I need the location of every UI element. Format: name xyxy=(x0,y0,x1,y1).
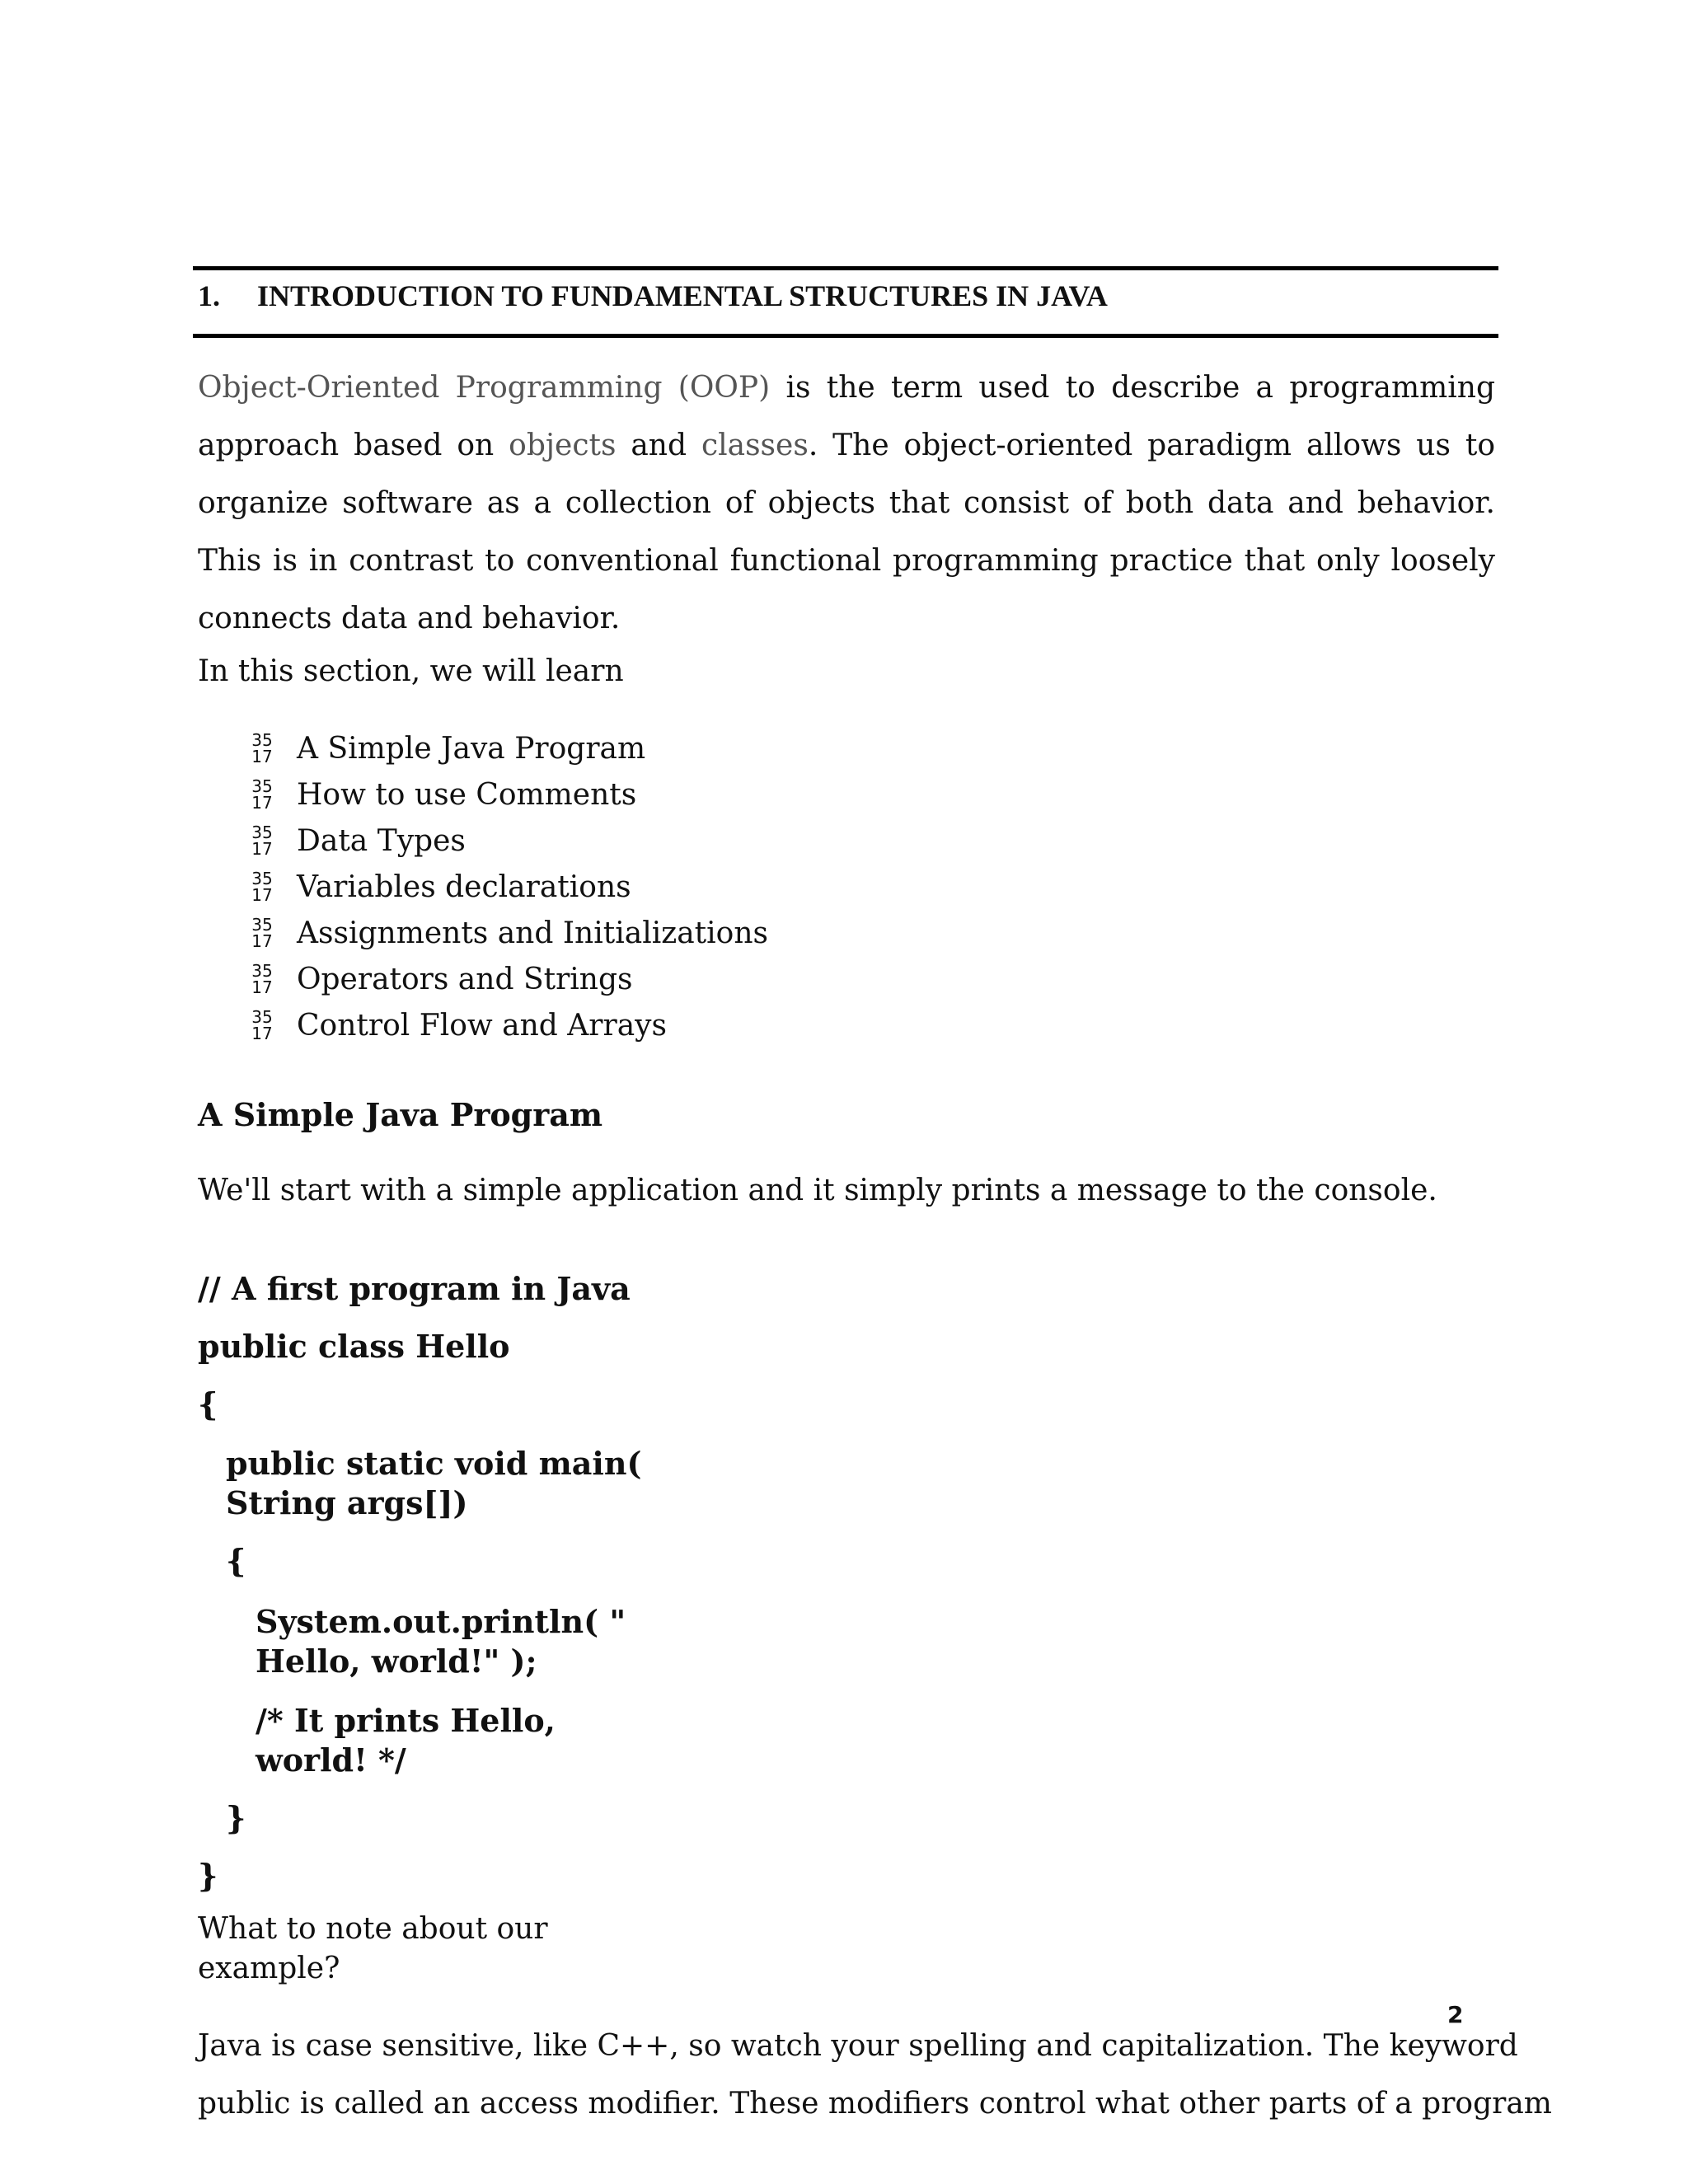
term-objects: objects xyxy=(509,429,617,462)
bullet-icon: 35 17 xyxy=(251,915,273,951)
section-heading xyxy=(198,279,1108,313)
topic-label: Assignments and Initializations xyxy=(297,916,768,950)
term-oop: Object-Oriented Programming (OOP) xyxy=(198,371,771,405)
intro-text-2: and xyxy=(616,429,701,462)
section-title: INTRODUCTION TO FUNDAMENTAL STRUCTURES IN JAVA xyxy=(257,279,1108,312)
bullet-icon: 35 17 xyxy=(251,776,273,813)
bullet-icon: 35 17 xyxy=(251,961,273,997)
intro-paragraph xyxy=(198,359,1495,648)
code-inner-open: { xyxy=(226,1542,246,1579)
bullet-icon: 35 17 xyxy=(251,869,273,905)
topic-label: Control Flow and Arrays xyxy=(297,1009,667,1043)
page-number: 2 xyxy=(1447,2001,1464,2028)
note-question-line-2: example? xyxy=(198,1952,340,1985)
subsection-title: A Simple Java Program xyxy=(198,1096,603,1133)
bullet-icon: 35 17 xyxy=(251,730,273,766)
heading-bottom-rule xyxy=(193,334,1498,338)
code-close-brace: } xyxy=(198,1857,218,1894)
topic-label: How to use Comments xyxy=(297,778,637,812)
note-question-line-1: What to note about our xyxy=(198,1912,548,1946)
code-println-1: System.out.println( " xyxy=(256,1603,626,1640)
code-comment: // A first program in Java xyxy=(198,1270,631,1307)
section-number: 1. xyxy=(198,279,220,312)
code-open-brace: { xyxy=(198,1385,218,1422)
code-class-decl: public class Hello xyxy=(198,1328,510,1365)
bullet-icon: 35 17 xyxy=(251,823,273,859)
code-println-2: Hello, world!" ); xyxy=(256,1643,537,1680)
code-inner-close: } xyxy=(226,1799,246,1836)
closing-line-1: Java is case sensitive, like C++, so watch your spelling and capitalization. The keyword xyxy=(198,2029,1518,2063)
heading-top-rule xyxy=(193,266,1498,270)
subsection-intro: We'll start with a simple application and it simply prints a message to the console. xyxy=(198,1174,1437,1207)
topic-label: A Simple Java Program xyxy=(297,732,646,766)
intro-text-3: . The object-oriented paradigm allows us to organize software as a collection of objects that consist of both data and behavior. This is in contrast to conventional functional programming practice that only loosely connects data and behavior. xyxy=(198,429,1495,635)
term-classes: classes xyxy=(701,429,809,462)
closing-line-2: public is called an access modifier. These modifiers control what other parts of a program xyxy=(198,2087,1552,2121)
topic-label: Data Types xyxy=(297,824,466,858)
bullet-icon: 35 17 xyxy=(251,1007,273,1043)
code-comment2-2: world! */ xyxy=(256,1741,406,1779)
code-main-line-1: public static void main( xyxy=(226,1445,642,1482)
code-main-line-2: String args[]) xyxy=(226,1484,468,1521)
topic-label: Variables declarations xyxy=(297,870,631,904)
code-comment2-1: /* It prints Hello, xyxy=(256,1702,556,1739)
learn-intro: In this section, we will learn xyxy=(198,654,624,688)
topic-label: Operators and Strings xyxy=(297,963,633,996)
intro-text-1: is the term used to describe a programming approach based on xyxy=(198,371,1495,462)
